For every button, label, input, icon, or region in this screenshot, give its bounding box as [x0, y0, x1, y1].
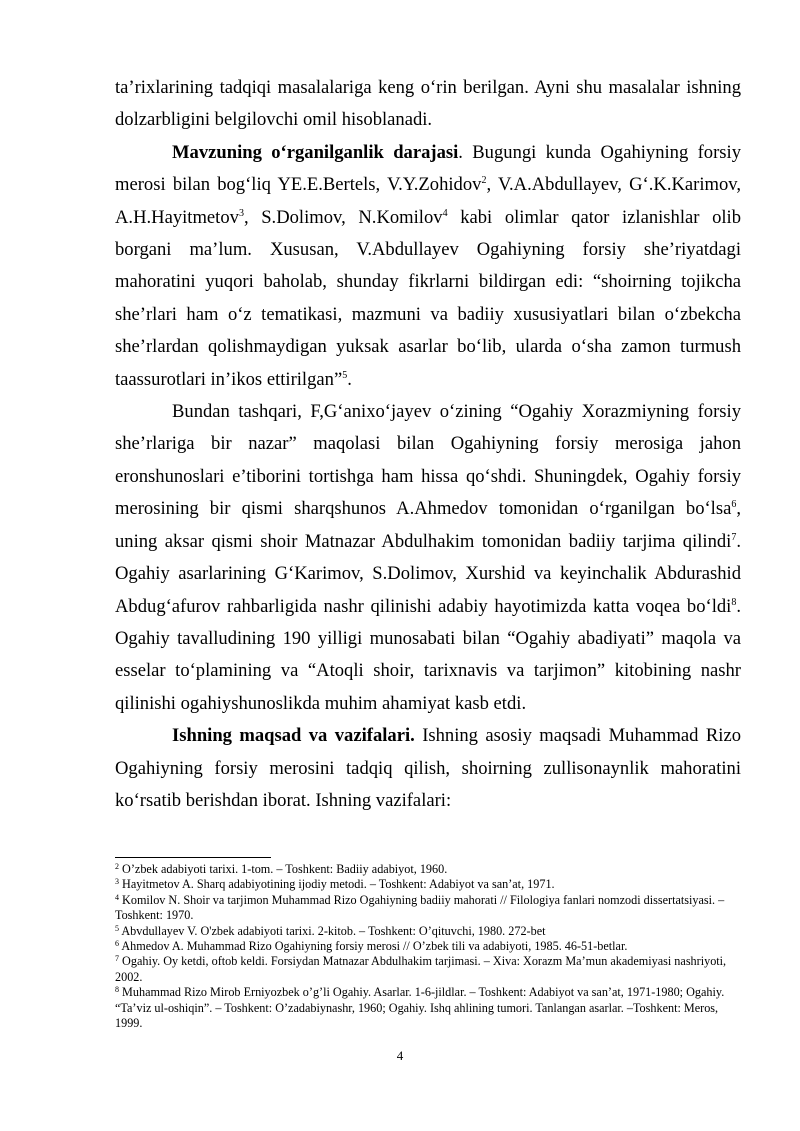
- footnote-reference: 3: [238, 207, 244, 219]
- bold-heading-text: Mavzuning o‘rganilganlik darajasi: [172, 141, 459, 163]
- footnote-number: 2: [115, 862, 119, 871]
- footnote-number: 3: [115, 877, 119, 887]
- footnote-text: Muhammad Rizo Mirob Erniyozbek o’g’li Ogahiy. Asarlar. 1-6-jildlar. – Toshkent: Adabiyot va san’at, 1971-1980; Ogahiy. “Ta’viz ul-oshiqin”. – Toshkent: O’zadabiynashr, 1960; Ogahiy. Ishq ahlining tumori. Tanlangan asarlar. –Toshkent: Meros, 1999.: [115, 985, 725, 1031]
- footnote-reference: 7: [731, 531, 737, 543]
- footnote-number: 4: [115, 892, 119, 902]
- footnote-text: Ahmedov A. Muhammad Rizo Ogahiyning forsiy merosi // O’zbek tili va adabiyoti, 1985. 46-51-betlar.: [119, 939, 628, 954]
- footnote: [115, 877, 741, 892]
- paragraph: [115, 72, 741, 137]
- footnote-number: 7: [115, 954, 119, 964]
- paragraph-text: .: [347, 368, 352, 390]
- paragraph-text: Ishning asosiy maqsadi Muhammad Rizo Ogahiyning forsiy merosini tadqiq qilish, shoirning zullisonaynlik mahoratini ko‘rsatib berishdan iborat. Ishning vazifalari:: [115, 725, 742, 811]
- paragraph: [115, 396, 741, 720]
- footnote-reference: 5: [342, 369, 348, 381]
- footnote: [115, 939, 741, 954]
- paragraph-text: , V.A.Abdullayev, G‘.K.Karimov, A.H.Hayitmetov: [115, 174, 741, 228]
- page-number: 4: [396, 1048, 404, 1063]
- paragraph-text: kabi olimlar qator izlanishlar olib borgani ma’lum. Xususan, V.Abdullayev Ogahiyning forsiy she’riyatdagi mahoratini yuqori baholab, shunday fikrlarni bildirgan edi: “shoirning tojikcha she’rlari ham o‘z tematikasi, mazmuni va badiiy xususiyatlari bilan o‘zbekcha she’rlardan qolishmaydigan yuksak asarlar bo‘lib, ularda o‘sha zamon turmush taassurotlari in’ikos ettirilgan”: [115, 206, 741, 390]
- footnote-reference: 2: [481, 175, 487, 187]
- footnote-text: Abvdullayev V. O'zbek adabiyoti tarixi. 2-kitob. – Toshkent: O’qituvchi, 1980. 272-bet: [119, 923, 546, 938]
- footnote-separator: [115, 857, 271, 858]
- paragraph: [115, 137, 741, 396]
- paragraph-text: , S.Dolimov, N.Komilov: [243, 206, 443, 228]
- footnote-number: 6: [115, 939, 119, 949]
- paragraph-text: . Bugungi kunda Ogahiyning forsiy merosi bilan bog‘liq YE.E.Bertels, V.Y.Zohidov: [115, 141, 741, 196]
- paragraph-text: . Ogahiy asarlarining G‘Karimov, S.Dolimov, Xurshid va keyinchalik Abdurashid Abdug‘afurov rahbarligida nashr qilinishi adabiy hayotimizda katta voqea bo‘ldi: [115, 530, 741, 617]
- paragraph-text: . Ogahiy tavalludining 190 yilligi munosabati bilan “Ogahiy abadiyati” maqola va esselar to‘plamining va “Atoqli shoir, tarixnavis va tarjimon” kitobining nashr qilinishi ogahiyshunoslikda muhim ahamiyat kasb etdi.: [115, 595, 741, 714]
- footnote: [115, 954, 741, 985]
- footnote-reference: 8: [731, 596, 737, 608]
- paragraph-text: ta’rixlarining tadqiqi masalalariga keng o‘rin berilgan. Ayni shu masalalar ishning dolzarbligini belgilovchi omil hisoblanadi.: [115, 77, 741, 131]
- footnote: [115, 985, 741, 1031]
- paragraph: [115, 720, 741, 817]
- main-text: [115, 72, 741, 817]
- footnote-text: O’zbek adabiyoti tarixi. 1-tom. – Toshkent: Badiiy adabiyot, 1960.: [119, 862, 448, 876]
- footnote-number: 5: [115, 923, 119, 933]
- footnote: [115, 862, 741, 877]
- paragraph-text: Bundan tashqari, F,G‘anixo‘jayev o‘zining “Ogahiy Xorazmiyning forsiy she’rlariga bir nazar” maqolasi bilan Ogahiyning forsiy merosiga jahon eronshunoslari e’tiborini tortishga ham hissa qo‘shdi. Shuningdek, Ogahiy forsiy merosining bir qismi sharqshunos A.Ahmedov tomonidan o‘rganilgan bo‘lsa: [115, 401, 741, 520]
- footnote-reference: 6: [731, 499, 737, 511]
- footnote-number: 8: [115, 985, 119, 995]
- footnote-text: Komilov N. Shoir va tarjimon Muhammad Rizo Ogahiyning badiiy mahorati // Filologiya fanlari nomzodi dissertatsiyasi. – Toshkent: 1970.: [115, 892, 725, 923]
- bold-heading-text: Ishning maqsad va vazifalari.: [172, 725, 415, 747]
- footnote-text: Ogahiy. Oy ketdi, oftob keldi. Forsiydan Matnazar Abdulhakim tarjimasi. – Xiva: Xorazm Ma’mun akademiyasi nashriyoti, 2002.: [115, 954, 727, 984]
- footnote-text: Hayitmetov A. Sharq adabiyotining ijodiy metodi. – Toshkent: Adabiyot va san’at, 1971.: [119, 877, 555, 892]
- footnote-reference: 4: [442, 207, 448, 219]
- paragraph-text: , uning aksar qismi shoir Matnazar Abdulhakim tomonidan badiiy tarjima qilindi: [115, 498, 741, 552]
- footnote: [115, 893, 741, 924]
- footnote: [115, 924, 741, 939]
- footnotes: [115, 862, 741, 1031]
